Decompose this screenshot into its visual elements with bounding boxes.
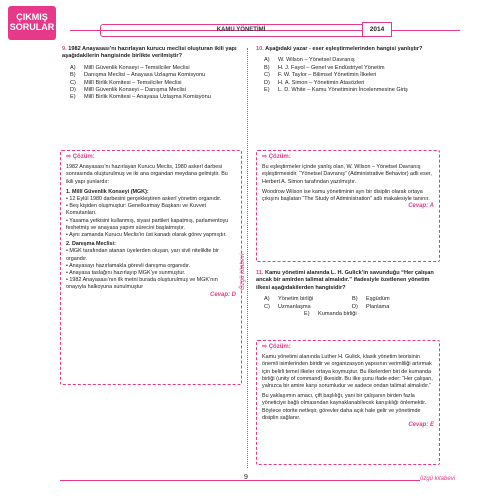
page-title: KAMU YÖNETİMİ	[100, 24, 382, 37]
badge-line1: ÇIKMIŞ	[16, 12, 48, 22]
answer-label: Cevap: A	[408, 203, 434, 210]
bullet: • Anayasayı hazırlamakla görevli danışma organıdır.	[66, 262, 191, 269]
option-d[interactable]: D) H. A. Simon – Yönetimin Atasözleri	[264, 79, 365, 86]
option-e[interactable]: E) L. D. White – Kamu Yönetiminin İncelenmesine Giriş	[264, 87, 408, 94]
bullet: • Yasama yetkisini kullanmış, siyasi partileri kapatmış, parlamentoyu feshetmiş ve anayasa yapım sürecini başlatmıştır.	[66, 217, 229, 231]
option-a[interactable]: A) Yönetim birliği	[264, 296, 314, 303]
option-c[interactable]: C) Millî Birlik Komitesi – Temsilciler Meclisi	[70, 79, 182, 86]
question-number: 9.	[62, 46, 67, 52]
solution-paragraph: Kamu yönetimi alanında Luther H. Gulick, klasik yönetim teorisinin önemli isimlerinden biridir ve organizasyon yapısının verimliliği artırmak için belirli temel ilkeler ortaya koymuştur. Bu ilkelerden biri de kumanda birliği (unity of command) ilkesidir. Bu ilke şunu ifade eder: “Her çalışan, yalnızca bir amire karşı sorumludur ve sadece ondan talimat almalıdır.”	[262, 354, 433, 390]
bullet: • Aynı zamanda Kurucu Meclis’in üst kanadı olarak görev yapmıştır.	[66, 232, 227, 239]
column-divider	[247, 48, 248, 468]
question-text: 1982 Anayasası’nı hazırlayan kurucu meclisi oluşturan ikili yapı aşağıdakilerin hangisinde birlikte verilmiştir?	[62, 46, 237, 60]
solution-11	[256, 340, 440, 465]
question-text: Aşağıdaki yazar - eser eşleştirmelerinden hangisi yanlıştır?	[265, 46, 423, 52]
option-a[interactable]: A) W. Wilson – Yönetsel Davranış	[264, 57, 355, 64]
year-tab: 2014	[362, 22, 392, 37]
solution-heading: ⇨ Çözüm:	[66, 154, 95, 160]
option-b[interactable]: B) Danışma Meclisi – Anayasa Uzlaşma Komisyonu	[70, 72, 206, 79]
bullet: • Anayasa taslağını hazırlayıp MGK’ye sunmuştur.	[66, 270, 186, 277]
solution-heading: ⇨ Çözüm:	[262, 154, 291, 160]
option-e[interactable]: E) Millî Birlik Komitesi – Anayasa Uzlaşma Komisyonu	[70, 94, 211, 101]
option-b[interactable]: B) Eşgüdüm	[352, 296, 390, 303]
option-c[interactable]: C) Uzmanlaşma	[264, 303, 311, 310]
answer-label: Cevap: E	[408, 422, 434, 429]
bullet: • Beş kişiden oluşmuştur: Genelkurmay Başkanı ve Kuvvet Komutanları.	[66, 203, 207, 217]
option-c[interactable]: C) F. W. Taylor – Bilimsel Yönetimin İlkeleri	[264, 72, 377, 79]
solution-paragraph: Bu eşleştirmeler içinde yanlış olan, W. Wilson – Yönetsel Davranış eşleştirmesidir. “Yönetsel Davranış” (Administrative Behavior) adlı eser, Herbert A. Simon tarafından yazılmıştır.	[262, 164, 432, 185]
option-b[interactable]: B) H. J. Fayol – Genel ve Endüstriyel Yönetim	[264, 64, 385, 71]
question-11	[256, 270, 440, 318]
bullet: • 12 Eylül 1980 darbesini gerçekleştiren askerî yönetim organıdır.	[66, 196, 222, 203]
solution-9	[60, 150, 242, 385]
question-9	[62, 46, 242, 102]
badge-line2: SORULAR	[9, 22, 55, 32]
question-text: Kamu yönetimi alanında L. H. Gulick’in savunduğu “Her çalışan ancak bir amirden talimat almalıdır.” ifadesiyle özetlenen yönetim ilkesi aşağıdakilerden hangisidir?	[256, 270, 434, 291]
bullet: • 1982 Anayasası’nın ilk metni burada oluşturulmuş ve MGK’nın onayıyla halkoyuna sunulmuştur	[66, 277, 218, 291]
footer-divider	[60, 480, 420, 481]
section-heading-mgk: 1. Millî Güvenlik Konseyi (MGK):	[66, 188, 149, 195]
question-number: 10.	[256, 46, 264, 52]
question-number: 11.	[256, 270, 264, 276]
solution-paragraph: Woodrow Wilson ise kamu yönetiminin ayrı bir disiplin olarak ortaya çıkışını başlatan “The Study of Administration” adlı makalesiyle tanınır.	[262, 188, 430, 203]
solution-intro: 1982 Anayasası’nı hazırlayan Kurucu Meclis, 1980 askerî darbesi sonrasında oluşturulmuş ve iki ana organdan meydana gelmiştir. Bu ikili yapı şunlardır:	[66, 164, 228, 185]
solution-heading: ⇨ Çözüm:	[262, 344, 291, 350]
solution-10	[256, 150, 440, 262]
side-brand-label: Özgü kitabevi	[240, 253, 246, 290]
answer-label: Cevap: D	[209, 291, 236, 298]
section-badge	[8, 6, 56, 40]
option-e[interactable]: E) Kumanda birliği	[304, 311, 357, 318]
section-heading-danisma: 2. Danışma Meclisi:	[66, 241, 116, 248]
publisher-logo: özgü kitabevi	[420, 476, 456, 482]
bullet: • MGK tarafından atanan üyelerden oluşan, yarı sivil niteliklte bir organdır.	[66, 248, 219, 262]
option-d[interactable]: D) Planlama	[352, 303, 390, 310]
solution-paragraph: Bu yaklaşımın amacı, çift başlılığı, yani bir çalışanın birden fazla yöneticiye bağlı olmasından kaynaklanabilecek karışıklığı önlemektir. Böylece otorite netleşir, görevler daha açık hale gelir ve yönetimde disiplin sağlanır.	[262, 393, 427, 421]
question-10	[256, 46, 440, 94]
option-d[interactable]: D) Millî Güvenlik Konseyi – Danışma Meclisi	[70, 87, 186, 94]
option-a[interactable]: A) Millî Güvenlik Konseyi – Temsilciler Meclisi	[70, 64, 190, 71]
page-number: 9	[244, 474, 248, 481]
